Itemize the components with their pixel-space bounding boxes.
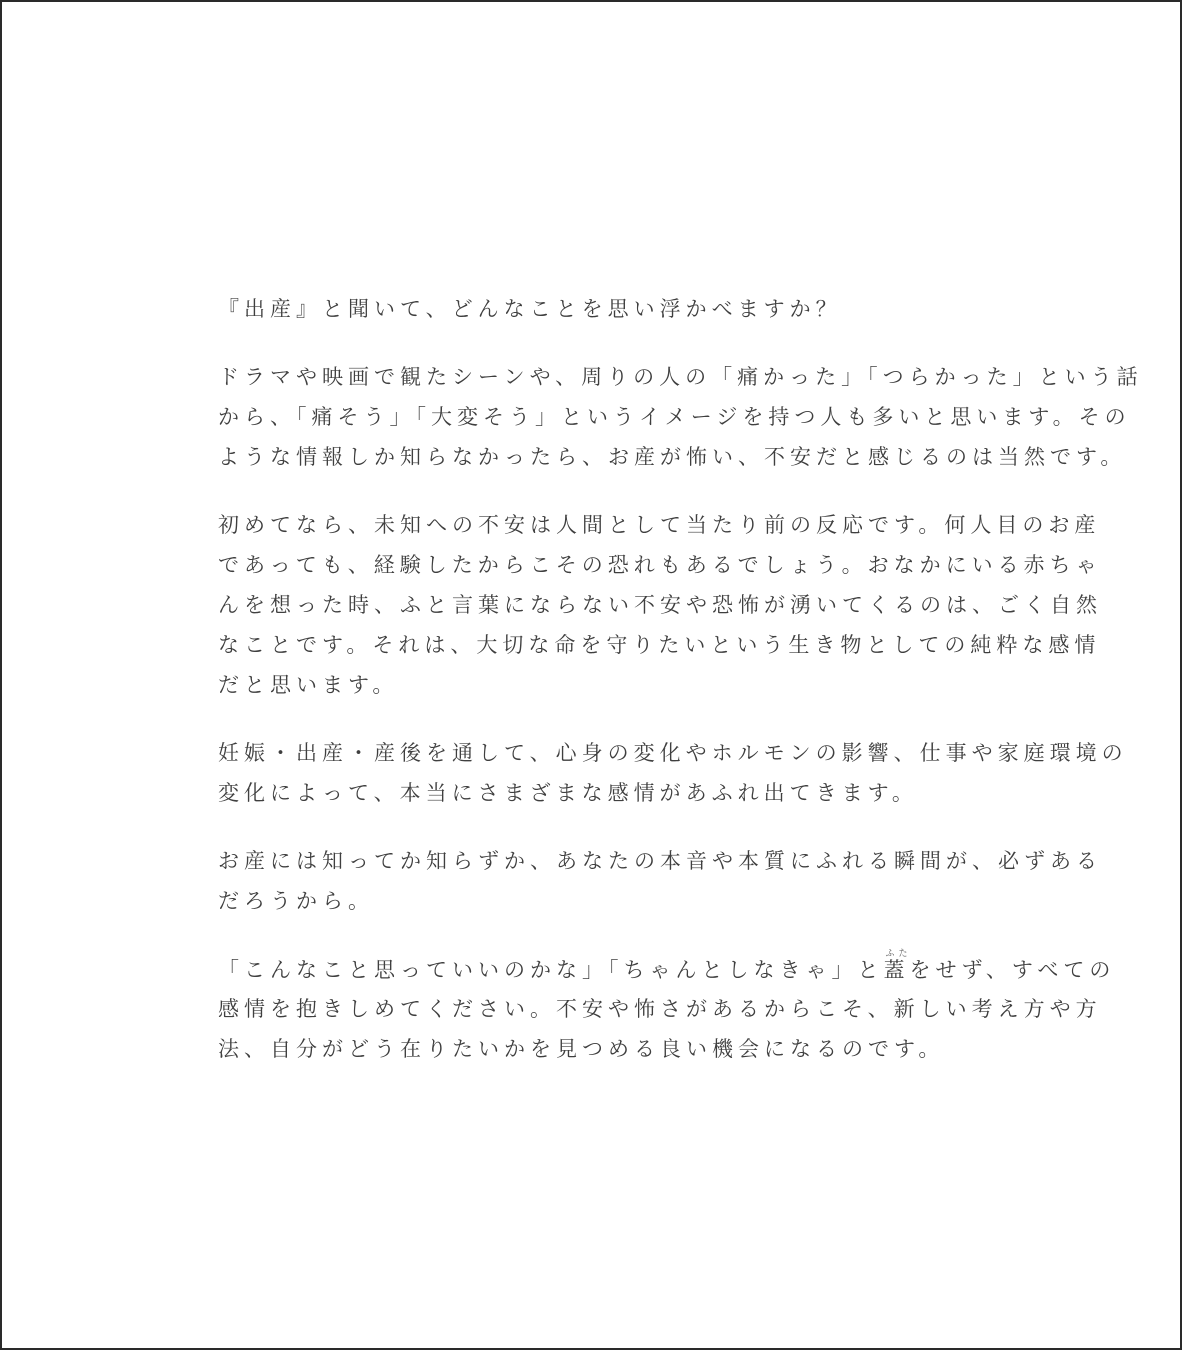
paragraph-6 [218, 949, 1116, 1069]
paragraph-2 [218, 357, 1143, 477]
article-body [218, 289, 1143, 1097]
text-line: 感情を抱きしめてください。不安や怖さがあるからこそ、新しい考え方や方 [218, 997, 1102, 1021]
text-line: だろうから。 [218, 889, 374, 913]
text-line-with-ruby [218, 949, 1116, 989]
text-line: であっても、経験したからこその恐れもあるでしょう。おなかにいる赤ちゃ [218, 553, 1102, 577]
ruby-base: 蓋 [883, 958, 910, 982]
text-line: 『出産』と聞いて、どんなことを思い浮かべますか？ [218, 297, 842, 321]
paragraph-1 [218, 289, 1008, 329]
text-line: お産には知ってか知らずか、あなたの本音や本質にふれる瞬間が、必ずある [218, 849, 1102, 873]
text-line: だと思います。 [218, 673, 399, 697]
text-line: 変化によって、本当にさまざまな感情があふれ出てきます。 [218, 781, 918, 805]
text-line: から、「痛そう」「大変そう」というイメージを持つ人も多いと思います。その [218, 405, 1131, 429]
paragraph-3 [218, 505, 1102, 705]
paragraph-4 [218, 733, 1128, 813]
text-line: 初めてなら、未知への不安は人間として当たり前の反応です。何人目のお産 [218, 513, 1101, 537]
text-line: んを想った時、ふと言葉にならない不安や恐怖が湧いてくるのは、ごく自然 [218, 593, 1102, 617]
text-line: なことです。それは、大切な命を守りたいという生き物としての純粋な感情 [218, 633, 1101, 657]
text-segment: をせず、すべての [909, 958, 1116, 982]
paragraph-5 [218, 841, 1102, 921]
text-line: 妊娠・出産・産後を通して、心身の変化やホルモンの影響、仕事や家庭環境の [218, 741, 1128, 765]
text-segment: 「こんなこと思っていいのかな」「ちゃんとしなきゃ」と [218, 958, 884, 982]
text-line: ような情報しか知らなかったら、お産が怖い、不安だと感じるのは当然です。 [218, 445, 1127, 469]
text-line: ドラマや映画で観たシーンや、周りの人の「痛かった」「つらかった」という話 [218, 365, 1143, 389]
ruby-annotation [883, 949, 910, 982]
text-line: 法、自分がどう在りたいかを見つめる良い機会になるのです。 [218, 1037, 945, 1061]
ruby-reading: ふた [883, 949, 910, 959]
